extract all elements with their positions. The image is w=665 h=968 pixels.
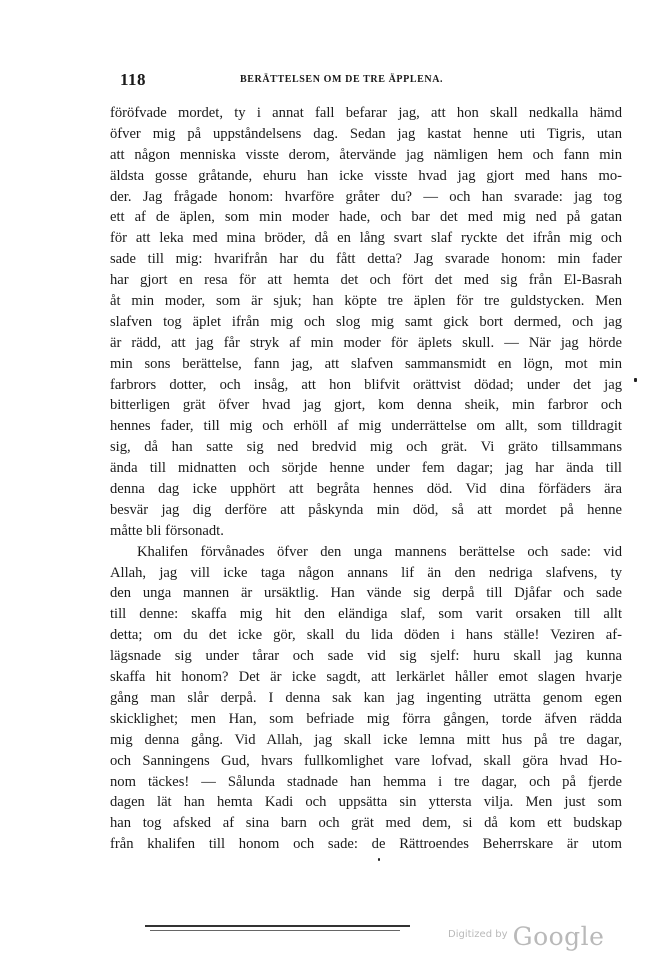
text-line: öfver mig på uppståndelsens dag. Sedan jag kastat henne uti Tigris, utan: [110, 125, 622, 142]
text-line: Khalifen förvånades öfver den unga mannens berättelse och sade: vid: [137, 543, 622, 560]
text-line: sig, då han satte sig ned bredvid mig och grät. Vi gräto tillsammans: [110, 439, 622, 456]
text-line: att någon menniska visste derom, återvände jag nämligen hem och fann min: [110, 146, 622, 163]
text-line: der. Jag frågade honom: hvarföre gråter du? — och han svarade: jag tog: [110, 188, 622, 205]
text-line: för att leka med mina bröder, då en lång svart slaf ryckte det ifrån mig och: [110, 230, 622, 247]
text-line: måtte bli försonadt.: [110, 522, 224, 539]
text-line: ett af de äplen, som min moder hade, och bar det med mig ned på gatan: [110, 209, 622, 226]
text-line: skicklighet; men Han, som befriade mig förra gången, torde äfven rädda: [110, 710, 622, 727]
text-line: slafven tog äplet ifrån mig och slog mig samt gick bort dermed, och jag: [110, 313, 622, 330]
text-line: lägsnade sig under tårar och sade vid sig sjelf: huru skall jag kunna: [110, 648, 622, 665]
text-line: från khalifen till honom och sade: de Rättroendes Beherrskare är utom: [110, 836, 622, 853]
text-line: farbrors dotter, och insåg, att hon blifvit orättvist dödad; under det jag: [110, 376, 622, 393]
text-line: ända till midnatten och sörjde henne under fem dagar; jag har ända till: [110, 460, 622, 477]
text-line: han tog afsked af sina barn och grät med dem, si då kom ett budskap: [110, 815, 622, 832]
text-line: nom täckes! — Sålunda stadnade han hemma i tre dagar, och på fjerde: [110, 773, 622, 790]
text-line: och Sanningens Gud, hvars fullkomlighet vare lofvad, skall göra hvad Ho-: [110, 752, 622, 769]
text-line: till denne: skaffa mig hit den eländiga slaf, som varit orsaken till allt: [110, 606, 622, 623]
running-head: [120, 70, 620, 92]
bottom-rule: [150, 930, 400, 931]
text-line: har gjort en resa för att hemta det och fört det med sig från El-Basrah: [110, 272, 622, 289]
text-line: skaffa hit honom? Det är icke sagdt, att lerkärlet håller emot slagen hvarje: [110, 669, 622, 686]
text-line: besvär jag dig derföre att påskynda min död, så att mordet på henne: [110, 501, 622, 518]
text-line: den unga mannen är ursäktlig. Han vände sig derpå till Djåfar och sade: [110, 585, 622, 602]
body-text: [110, 103, 622, 855]
text-line: gång man slår derpå. I denna sak kan jag ingenting uträtta genom egen: [110, 689, 622, 706]
watermark-prefix: Digitized by: [448, 929, 508, 940]
ink-speck: [378, 858, 380, 861]
text-line: föröfvade mordet, ty i annat fall befarar jag, att hon skall nedkalla hämd: [110, 105, 622, 121]
text-line: mig denna gång. Vid Allah, jag skall icke lemna mitt hus på tre dagar,: [110, 731, 622, 748]
text-line: åt min moder, som är sjuk; han köpte tre äplen för tre guldstycken. Men: [110, 293, 622, 310]
text-line: är rädd, att jag får stryk af min moder för äplets skull. — När jag hörde: [110, 334, 622, 351]
page-number: 118: [120, 70, 147, 89]
digitized-watermark: [448, 922, 604, 956]
text-line: bitterligen grät öfver hvad jag gjort, kom denna sheik, min farbror och: [110, 397, 622, 414]
text-line: dagen lät han hemta Kadi och uppsätta sin yttersta vilja. Men just som: [110, 794, 622, 811]
watermark-brand: Google: [512, 922, 605, 951]
text-line: min sons berättelse, fann jag, att slafven sammansmidt en lögn, mot min: [110, 355, 622, 372]
ink-speck: [634, 378, 637, 382]
text-line: detta; om du det icke gör, skall du lida döden i hans ställe! Veziren af-: [110, 627, 622, 644]
text-line: sade till mig: hvarifrån har du fått detta? Jag svarade honom: min fader: [110, 251, 622, 268]
text-line: Allah, jag vill icke taga någon annans lif än den nedriga slafvens, ty: [110, 564, 622, 581]
text-line: äldsta gosse gråtande, ehuru han icke visste hvad jag gjort med hans mo-: [110, 167, 622, 184]
bottom-rule: [145, 925, 410, 927]
text-line: denna dag icke upphört att begråta hennes död. Vid dina förfäders ära: [110, 481, 622, 498]
text-line: hennes fader, till mig och erhöll af mig underrättelse om allt, som tilldragit: [110, 418, 622, 435]
running-title: BERÄTTELSEN OM DE TRE ÄPPLENA.: [240, 74, 444, 85]
